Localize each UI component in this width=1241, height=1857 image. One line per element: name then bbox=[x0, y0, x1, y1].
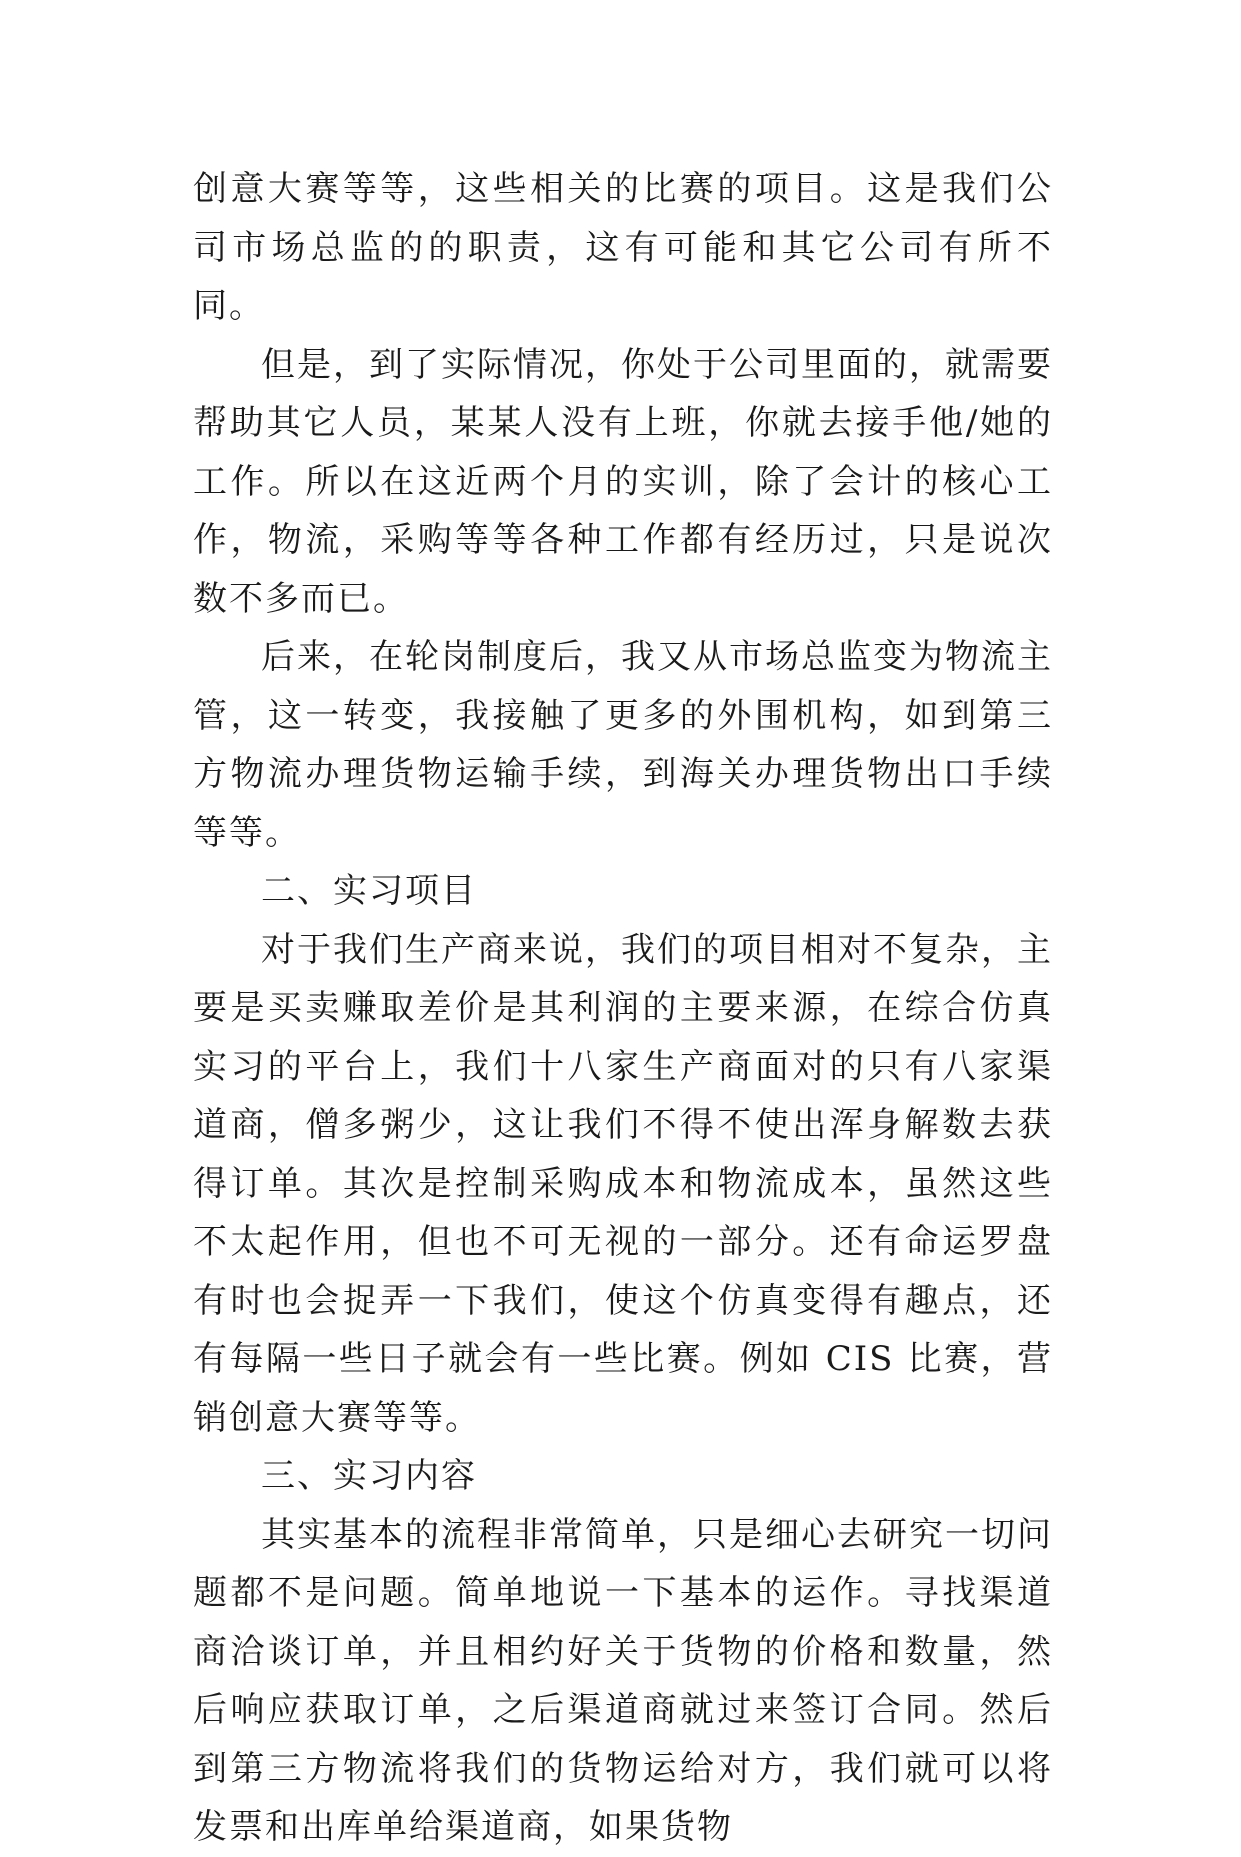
paragraph-2: 但是，到了实际情况，你处于公司里面的，就需要帮助其它人员，某某人没有上班，你就去接手他/她的工作。所以在这近两个月的实训，除了会计的核心工作，物流，采购等等各种工作都有经历过，只是说次数不多而已。 bbox=[193, 344, 1053, 619]
paragraph-5: 其实基本的流程非常简单，只是细心去研究一切问题都不是问题。简单地说一下基本的运作。寻找渠道商洽谈订单，并且相约好关于货物的价格和数量，然后响应获取订单，之后渠道商就过来签订合同。然后到第三方物流将我们的货物运给对方，我们就可以将发票和出库单给渠道商，如果货物 bbox=[193, 1514, 1053, 1847]
paragraph-4: 对于我们生产商来说，我们的项目相对不复杂，主要是买卖赚取差价是其利润的主要来源，在综合仿真实习的平台上，我们十八家生产商面对的只有八家渠道商，僧多粥少，这让我们不得不使出浑身解数去获得订单。其次是控制采购成本和物流成本，虽然这些不太起作用，但也不可无视的一部分。还有命运罗盘有时也会捉弄一下我们，使这个仿真变得有趣点，还有每隔一些日子就会有一些比赛。例如 CIS 比赛，营销创意大赛等等。 bbox=[193, 929, 1053, 1438]
paragraph-1: 创意大赛等等，这些相关的比赛的项目。这是我们公司市场总监的的职责，这有可能和其它公司有所不同。 bbox=[193, 169, 1053, 326]
section-heading-3: 三、实习内容 bbox=[261, 1456, 477, 1496]
paragraph-3: 后来，在轮岗制度后，我又从市场总监变为物流主管，这一转变，我接触了更多的外围机构，如到第三方物流办理货物运输手续，到海关办理货物出口手续等等。 bbox=[193, 637, 1053, 853]
document-body bbox=[193, 160, 1053, 1857]
section-heading-2: 二、实习项目 bbox=[261, 871, 477, 911]
